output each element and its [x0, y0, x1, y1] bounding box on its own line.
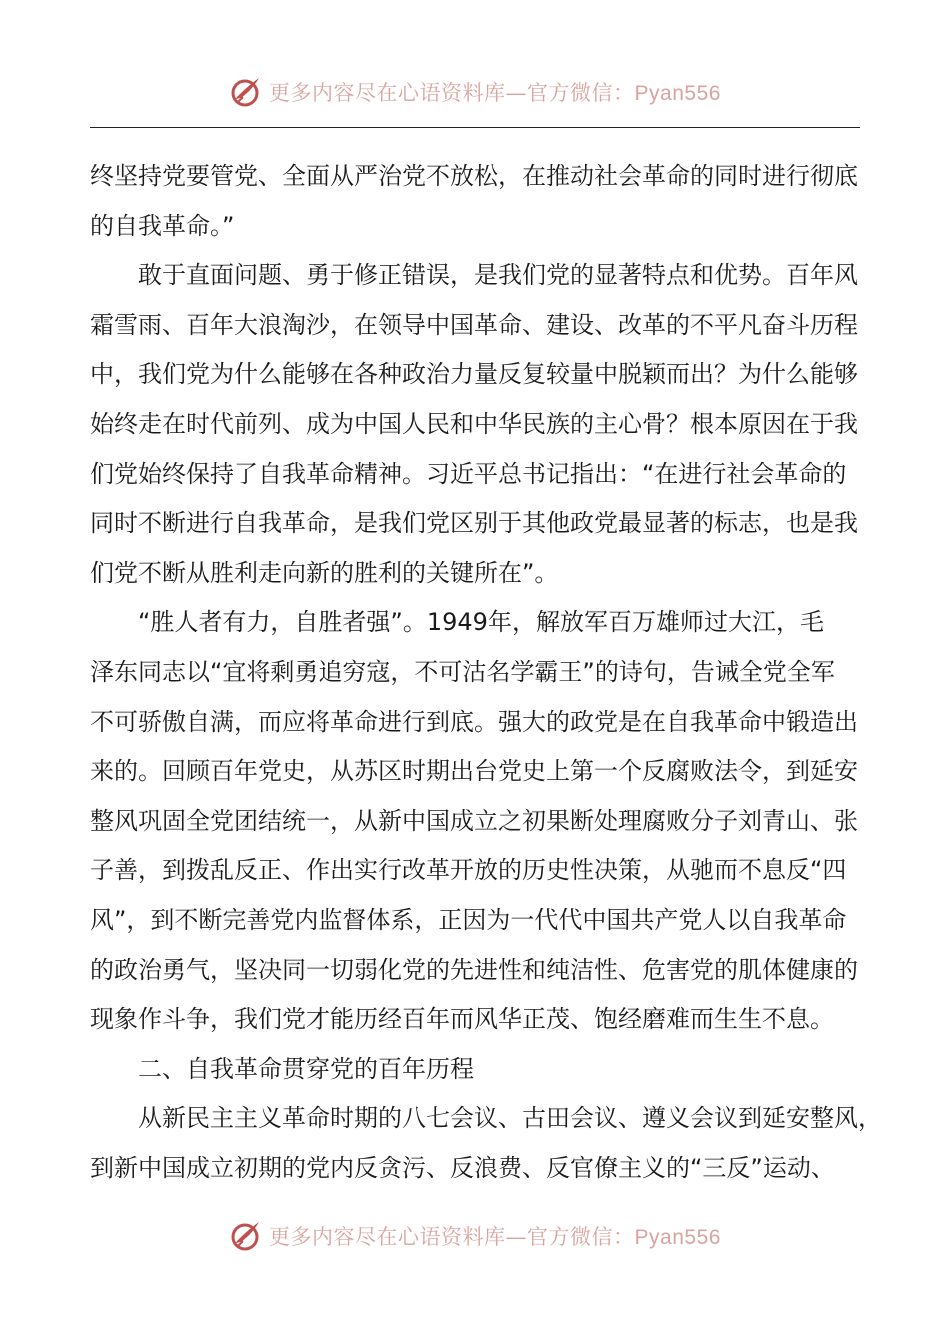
- text-line: 的政治勇气，坚决同一切弱化党的先进性和纯洁性、危害党的肌体健康的: [90, 955, 858, 984]
- quill-seal-icon: [229, 1219, 263, 1253]
- watermark-group: [229, 1219, 721, 1253]
- text-line: 们党始终保持了自我革命精神。习近平总书记指出：“在进行社会革命的: [90, 459, 847, 488]
- text-line: 的自我革命。”: [90, 211, 235, 240]
- footer-watermark: [0, 1216, 950, 1256]
- text-line: 来的。回顾百年党史，从苏区时期出台党史上第一个反腐败法令，到延安: [90, 757, 858, 786]
- text-line: 到新中国成立初期的党内反贪污、反浪费、反官僚主义的“三反”运动、: [90, 1153, 835, 1182]
- text-line: 终坚持党要管党、全面从严治党不放松，在推动社会革命的同时进行彻底: [90, 162, 858, 190]
- paragraph-start-line: 从新民主主义革命时期的八七会议、古田会议、遵义会议到延安整风，: [138, 1104, 882, 1133]
- quill-seal-icon: [229, 75, 263, 109]
- document-body: [90, 152, 882, 1193]
- text-line: 风”，到不断完善党内监督体系，正因为一代代中国共产党人以自我革命: [90, 905, 847, 934]
- header-watermark: [0, 72, 950, 112]
- header-divider: [90, 127, 860, 128]
- text-line: 们党不断从胜利走向新的胜利的关键所在”。: [90, 558, 559, 587]
- text-line: 中，我们党为什么能够在各种政治力量反复较量中脱颖而出？为什么能够: [90, 360, 858, 389]
- text-line: 现象作斗争，我们党才能历经百年而风华正茂、饱经磨难而生生不息。: [90, 1005, 834, 1034]
- watermark-group: [229, 75, 721, 109]
- text-line: 不可骄傲自满，而应将革命进行到底。强大的政党是在自我革命中锻造出: [90, 707, 858, 736]
- text-line: 子善，到拨乱反正、作出实行改革开放的历史性决策，从驰而不息反“四: [90, 856, 847, 885]
- section-heading: 二、自我革命贯穿党的百年历程: [138, 1054, 474, 1083]
- text-line: 泽东同志以“宜将剩勇追穷寇，不可沽名学霸王”的诗句，告诫全党全军: [90, 657, 835, 686]
- text-line: 同时不断进行自我革命，是我们党区别于其他政党最显著的标志，也是我: [90, 509, 858, 538]
- text-line: 霜雪雨、百年大浪淘沙，在领导中国革命、建设、改革的不平凡奋斗历程: [90, 310, 858, 339]
- watermark-text: 更多内容尽在心语资料库—官方微信：Pyan556: [269, 1225, 721, 1249]
- text-line: 整风巩固全党团结统一，从新中国成立之初果断处理腐败分子刘青山、张: [90, 806, 858, 835]
- paragraph-start-line: “胜人者有力，自胜者强”。1949年，解放军百万雄师过大江，毛: [138, 608, 824, 637]
- text-line: 始终走在时代前列、成为中国人民和中华民族的主心骨？根本原因在于我: [90, 409, 858, 438]
- watermark-text: 更多内容尽在心语资料库—官方微信：Pyan556: [269, 81, 721, 105]
- paragraph-start-line: 敢于直面问题、勇于修正错误，是我们党的显著特点和优势。百年风: [138, 261, 858, 290]
